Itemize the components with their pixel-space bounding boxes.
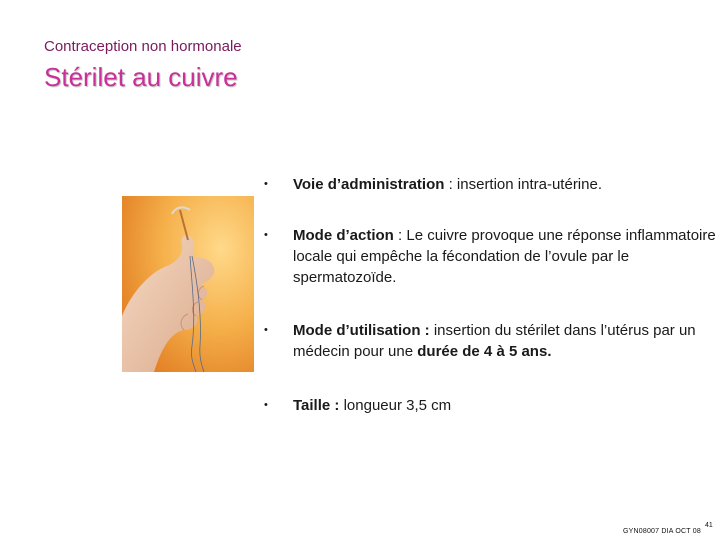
bullet-body: longueur 3,5 cm [343,397,452,414]
bullet-text [293,225,716,288]
bullet-separator: : [393,227,407,244]
hand-holding-iud-image [122,196,254,372]
bullet-label: Mode d’utilisation : [293,322,430,339]
bullet-body: Le cuivre provoque une réponse inflammatoire locale qui empêche la fécondation de l’ovule par le spermatozoïde. [293,227,716,286]
bullet-dot: • [264,399,268,411]
slide-title: Stérilet au cuivre [44,62,238,92]
bullet-label: Mode d’action [293,227,394,244]
bullet-body: insertion intra-utérine. [456,176,602,193]
bullet-label: Taille : [293,397,340,414]
slide-subtitle: Contraception non hormonale [44,38,242,55]
bullet-text [293,174,716,195]
bullet-body: insertion du stérilet dans l’utérus par un médecin pour une [293,322,696,360]
bullet-dot: • [264,178,268,190]
bullet-separator: : [444,176,457,193]
bullet-label: Voie d’administration [293,176,445,193]
bullet-dot: • [264,324,268,336]
bullet-text [293,320,716,362]
slide-page-number: 41 [705,522,713,529]
bullet-dot: • [264,229,268,241]
iud-photo [122,196,254,372]
bullet-bold-tail: durée de 4 à 5 ans. [417,343,552,360]
bullet-text [293,395,716,416]
slide-footer-code: GYN08007 DIA OCT 08 [623,528,701,535]
